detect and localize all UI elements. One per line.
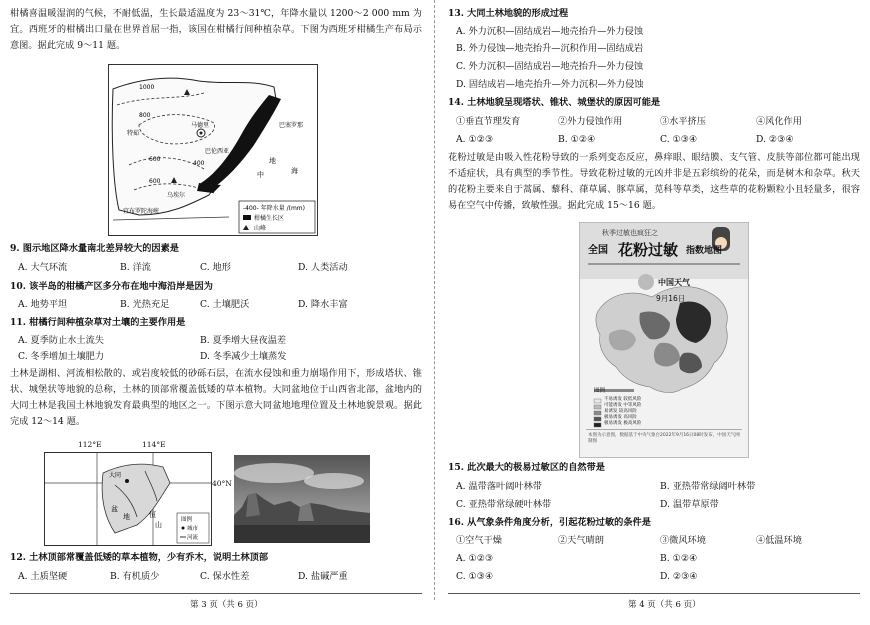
q16-item-1: ①空气干燥 <box>456 535 502 546</box>
q14-item-2: ②外力侵蚀作用 <box>558 116 623 127</box>
intro-paragraph: 柑橘喜温暖湿润的气候，不耐低温，生长最适温度为 23～31℃，年降水量以 1200～2 000 mm 为宜。西班牙的柑橘出口量在世界首屈一指，该国在柑橘行间种植杂草。下图为西班牙柑橘生产布局示意图。据此完成 9～11 题。 <box>10 8 422 51</box>
place-valencia: 巴伦西亚 <box>205 148 230 155</box>
poster-title-2: 花粉过敏 <box>618 241 679 259</box>
legend2-city: 城市 <box>187 526 199 532</box>
q11-stem: 11. 柑橘行间种植杂草对土壤的主要作用是 <box>10 317 186 328</box>
pollen-allergy-map <box>579 222 749 458</box>
legend-citrus: 柑橘生长区 <box>254 215 285 222</box>
page-divider <box>434 0 436 600</box>
poster-top-text: 秋季过敏也疯狂之 <box>602 229 658 237</box>
q14-item-4: ④风化作用 <box>756 116 802 127</box>
place-teru: 特茹 <box>127 130 140 137</box>
q11-option-a[interactable]: A. 夏季防止水土流失 <box>18 335 104 346</box>
q14-item-3: ③水平挤压 <box>660 116 706 127</box>
poster-title-1: 全国 <box>588 245 608 256</box>
poster-date: 9月16日 <box>656 294 686 303</box>
q9-option-b[interactable]: B. 洋流 <box>120 262 151 273</box>
place-datong: 大同 <box>109 472 122 479</box>
isoline-600: 600 <box>149 156 161 163</box>
spain-citrus-map <box>108 64 318 236</box>
q9-option-a[interactable]: A. 大气环流 <box>18 262 68 273</box>
q10-option-a[interactable]: A. 地势平坦 <box>18 299 68 310</box>
right-footer-rule <box>448 593 860 594</box>
place-pen: 盆 <box>111 505 118 513</box>
q16-item-3: ③微风环境 <box>660 535 706 546</box>
q12-option-a[interactable]: A. 土质坚硬 <box>18 571 68 582</box>
q16-option-a[interactable]: A. ①②③ <box>456 553 494 564</box>
poster-brand: 中国天气 <box>658 278 690 287</box>
q14-option-b[interactable]: B. ①②④ <box>558 134 596 145</box>
q16-option-b[interactable]: B. ①②④ <box>660 553 698 564</box>
poster-legend-3: 易诱发 较高风险 <box>604 409 637 414</box>
right-page <box>438 0 870 625</box>
isoline-400: 400 <box>193 160 205 167</box>
place-di: 地 <box>269 157 276 165</box>
q14-option-d[interactable]: D. ②③④ <box>756 134 794 145</box>
q12-stem: 12. 土林顶部常覆盖低矮的草本植物，少有乔木，说明土林顶部 <box>10 552 269 563</box>
q14-item-1: ①垂直节理发育 <box>456 116 521 127</box>
poster-legend-4: 极易诱发 高风险 <box>604 415 637 420</box>
q15-stem: 15. 此次最大的极易过敏区的自然带是 <box>448 462 605 473</box>
q14-stem: 14. 土林地貌呈现塔状、锥状、城堡状的原因可能是 <box>448 97 661 108</box>
q16-option-d[interactable]: D. ②③④ <box>660 571 698 582</box>
lon-114: 114°E <box>142 440 166 449</box>
place-hai: 海 <box>291 167 298 175</box>
legend2-title: 图例 <box>181 517 193 523</box>
poster-title-3: 指数地图 <box>686 246 723 256</box>
q16-item-2: ②天气晴朗 <box>558 535 604 546</box>
datong-location-map <box>44 452 212 546</box>
earth-forest-photo <box>234 455 370 543</box>
q9-option-c[interactable]: C. 地形 <box>200 262 231 273</box>
q11-option-b[interactable]: B. 夏季增大昼夜温差 <box>200 335 287 346</box>
isoline-800: 800 <box>139 112 151 119</box>
q10-option-d[interactable]: D. 降水丰富 <box>298 299 348 310</box>
q16-option-c[interactable]: C. ①③④ <box>456 571 494 582</box>
pollen-paragraph: 花粉过敏是由吸入性花粉导致的一系列变态反应，鼻痒眼、眼结膜、支气管、皮肤等部位都可能出现不适症状，具有典型的季节性。导致花粉过敏的元凶并非是五彩缤纷的花朵，而是树木和杂草。秋天的花粉主要来自于蒿属、藜科、葎草属、豚草属，苋科等草类，这些草的花粉颗粒小且轻量多，很容易在空气中传播，致敏性强。据此完成 15～16 题。 <box>448 152 860 211</box>
lon-112: 112°E <box>78 440 102 449</box>
q12-option-d[interactable]: D. 盐碱严重 <box>298 571 348 582</box>
poster-legend-title: 图例 <box>594 388 606 394</box>
place-barcelona: 巴塞罗那 <box>279 122 304 129</box>
legend2-river: 河流 <box>187 535 199 541</box>
place-heng: 恒 <box>149 511 156 519</box>
q12-option-c[interactable]: C. 保水性差 <box>200 571 250 582</box>
place-di2: 地 <box>123 513 130 521</box>
poster-legend-2: 可能诱发 中等风险 <box>604 403 642 408</box>
q15-option-c[interactable]: C. 亚热带常绿硬叶林带 <box>456 499 552 510</box>
datong-paragraph: 土林是湖相、河流相松散的、或岩度较低的砂砾石层，在流水侵蚀和重力崩塌作用下，形成塔状、锥状、城堡状等地貌的总称，土林的顶部常覆盖低矮的草本植物。大同盆地位于山西省北部，盆地内的大同土林是我国土林地貌发育最典型的地区之一。下图示意大同盆地地理位置及土林地貌景观。据此完成 12～14 题。 <box>10 368 422 427</box>
q11-option-d[interactable]: D. 冬季减少土壤蒸发 <box>200 351 287 362</box>
lat-40: 40°N <box>212 479 232 488</box>
q13-option-a[interactable]: A. 外力沉积—固结成岩—地壳抬升—外力侵蚀 <box>456 26 644 37</box>
q15-option-d[interactable]: D. 温带草原带 <box>660 499 719 510</box>
q11-option-c[interactable]: C. 冬季增加土壤肥力 <box>18 351 105 362</box>
q10-stem: 10. 该半岛的柑橘产区多分布在地中海沿岸是因为 <box>10 281 213 292</box>
poster-legend-5: 极易诱发 极高风险 <box>604 421 642 426</box>
q14-option-a[interactable]: A. ①②③ <box>456 134 494 145</box>
q13-option-d[interactable]: D. 固结成岩—地壳抬升—外力沉积—外力侵蚀 <box>456 79 644 90</box>
legend-peak: 山峰 <box>254 225 267 232</box>
isoline-1000: 1000 <box>139 84 155 91</box>
left-page-footer: 第 3 页（共 6 页） <box>190 600 263 610</box>
datong-map-svg <box>45 453 211 545</box>
q13-option-b[interactable]: B. 外力侵蚀—地壳抬升—沉积作用—固结成岩 <box>456 43 644 54</box>
q15-option-b[interactable]: B. 亚热带常绿阔叶林带 <box>660 481 756 492</box>
place-gibraltar: 宜布罗陀海峡 <box>123 208 160 215</box>
q10-option-b[interactable]: B. 光热充足 <box>120 299 170 310</box>
q13-option-c[interactable]: C. 外力沉积—固结成岩—地壳抬升—外力侵蚀 <box>456 61 644 72</box>
q14-option-c[interactable]: C. ①③④ <box>660 134 698 145</box>
right-page-footer: 第 4 页（共 6 页） <box>628 600 701 610</box>
q9-option-d[interactable]: D. 人类活动 <box>298 262 348 273</box>
q13-stem: 13. 大同土林地貌的形成过程 <box>448 8 569 19</box>
legend-isoline: -400- 年降水量 /(mm) <box>243 205 305 212</box>
place-wuaier: 乌埃尔 <box>167 192 186 199</box>
q16-stem: 16. 从气象条件角度分析，引起花粉过敏的条件是 <box>448 517 651 528</box>
poster-legend-1: 不易诱发 较低风险 <box>604 397 642 402</box>
q12-option-b[interactable]: B. 有机质少 <box>110 571 160 582</box>
left-page <box>0 0 432 625</box>
q10-option-c[interactable]: C. 土壤肥沃 <box>200 299 250 310</box>
q16-item-4: ④低温环境 <box>756 535 802 546</box>
left-footer-rule <box>10 593 422 594</box>
spain-map-svg <box>109 65 317 235</box>
poster-note: 本图为示意图，数据基于中央气象台2022年9月16日08时发布，中国天气网制图 <box>588 433 740 444</box>
isoline-600b: 600 <box>149 178 161 185</box>
q15-option-a[interactable]: A. 温带落叶阔叶林带 <box>456 481 542 492</box>
q9-stem: 9. 图示地区降水量南北差异较大的因素是 <box>10 243 179 254</box>
place-madrid: 马德里 <box>191 122 210 129</box>
place-zhong: 中 <box>257 171 264 179</box>
place-shan: 山 <box>155 521 162 529</box>
